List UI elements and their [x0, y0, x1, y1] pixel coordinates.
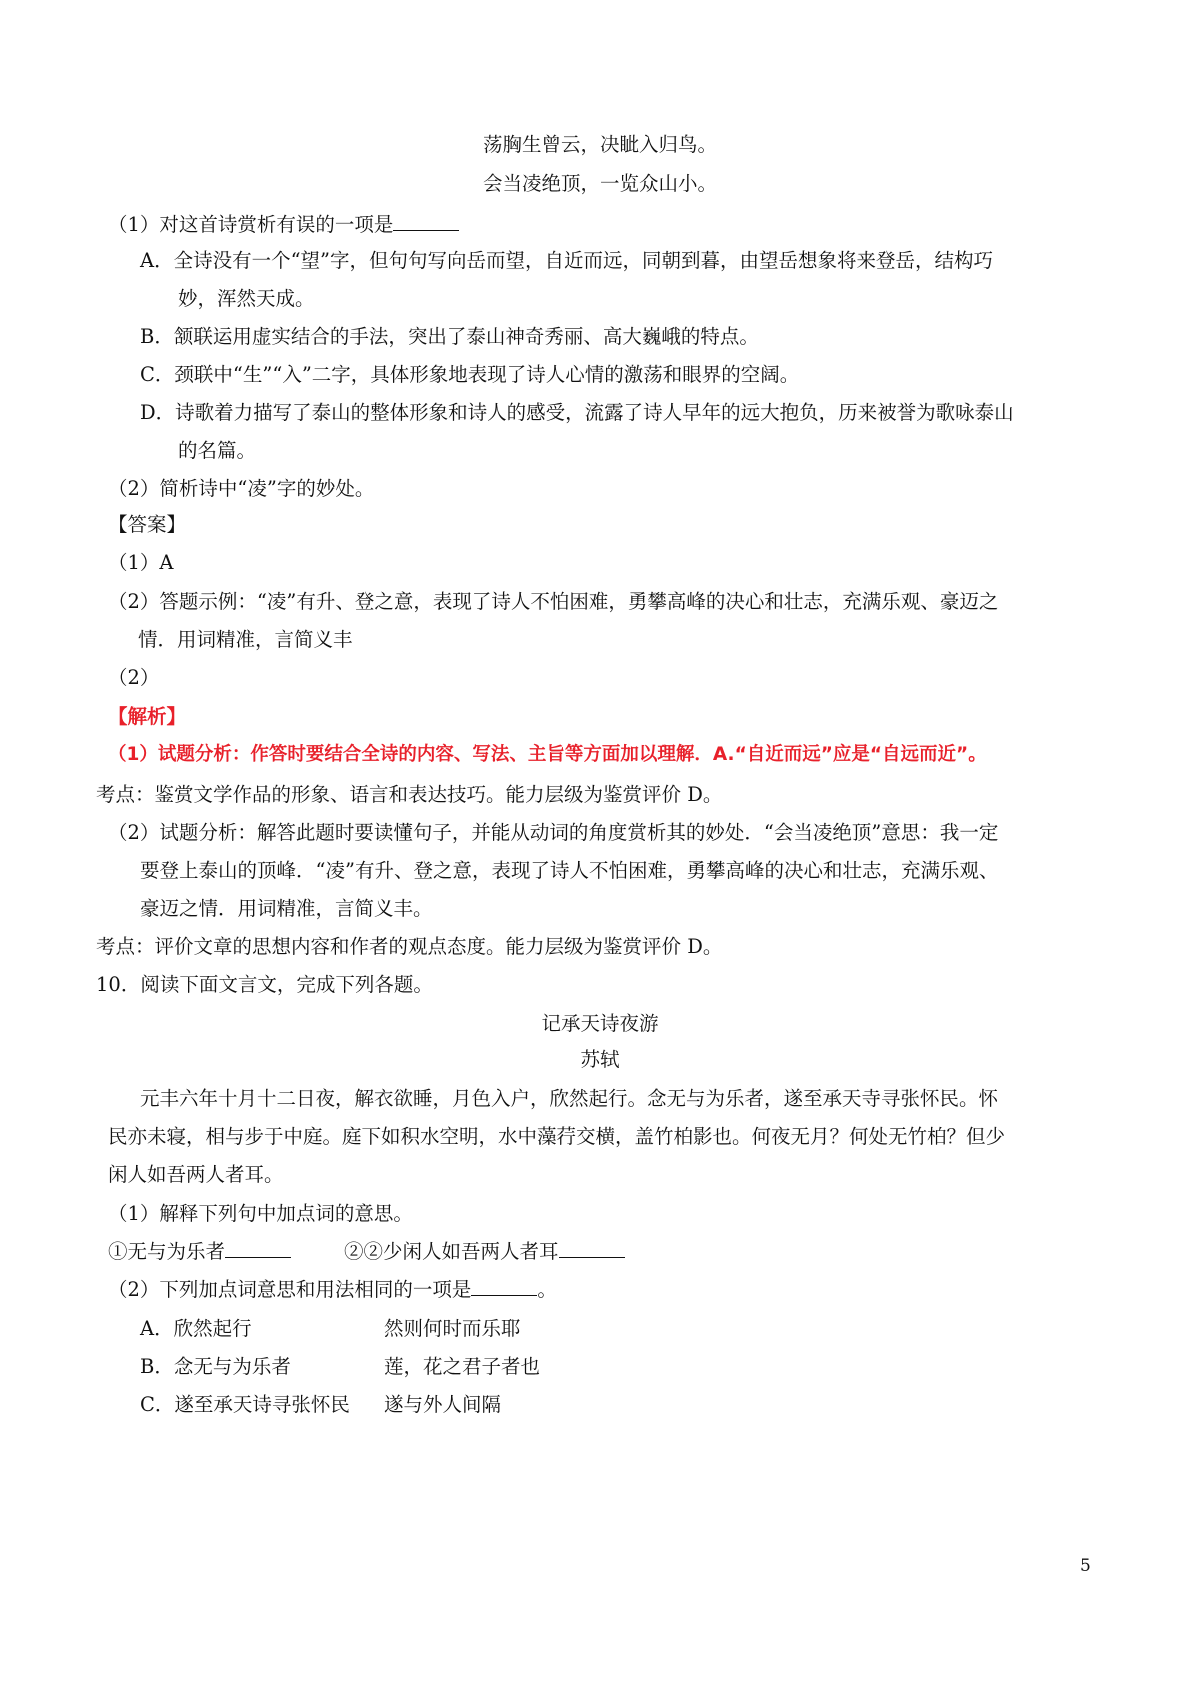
answer-blank	[225, 1239, 291, 1258]
analysis-2-line-1: （2）试题分析：解答此题时要读懂句子，并能从动词的角度赏析其的妙处．“会当凌绝顶”意思：我一定	[108, 821, 999, 844]
q1-option-c: C．颈联中“生”“入”二字，具体形象地表现了诗人心情的激荡和眼界的空阔。	[140, 363, 800, 386]
q10-option-c-left: C．遂至承天诗寻张怀民	[140, 1393, 350, 1416]
q10-sub2-stem-end: 。	[537, 1278, 557, 1301]
answer-blank	[559, 1239, 625, 1258]
q10-option-c-right: 遂与外人间隔	[384, 1393, 502, 1416]
q1-stem	[108, 212, 459, 238]
q10-sub1-item-a	[108, 1239, 291, 1265]
analysis-heading: 【解析】	[108, 705, 187, 728]
q10-sub1-item-b	[344, 1239, 625, 1265]
q1-option-a-line-1: A．全诗没有一个“望”字，但句句写向岳而望，自近而远，同朝到暮，由望岳想象将来登岳，结构巧	[140, 249, 994, 272]
q2-stem: （2）简析诗中“凌”字的妙处。	[108, 477, 375, 500]
analysis-2-line-2: 要登上泰山的顶峰．“凌”有升、登之意，表现了诗人不怕困难，勇攀高峰的决心和壮志，充满乐观、	[140, 859, 999, 882]
answer-1: （1）A	[108, 551, 174, 574]
q10-option-a-left: A．欣然起行	[140, 1317, 252, 1340]
passage-line-3: 闲人如吾两人者耳。	[108, 1163, 284, 1186]
answer-blank	[393, 212, 459, 231]
analysis-2-line-3: 豪迈之情．用词精准，言简义丰。	[140, 897, 433, 920]
answer-2-line-1: （2）答题示例：“凌”有升、登之意，表现了诗人不怕困难，勇攀高峰的决心和壮志，充满乐观、豪迈之	[108, 590, 999, 613]
answer-blank	[471, 1277, 537, 1296]
q1-option-d-line-1: D．诗歌着力描写了泰山的整体形象和诗人的感受，流露了诗人早年的远大抱负，历来被誉为歌咏泰山	[140, 401, 1014, 424]
analysis-key-point-1: 考点：鉴赏文学作品的形象、语言和表达技巧。能力层级为鉴赏评价 D。	[96, 783, 723, 806]
q10-sub1-stem: （1）解释下列句中加点词的意思。	[108, 1202, 413, 1225]
answer-2-line-2: 情．用词精准，言简义丰	[138, 628, 353, 651]
q1-option-b: B．颔联运用虚实结合的手法，突出了泰山神奇秀丽、高大巍峨的特点。	[140, 325, 759, 348]
q1-stem-text: （1）对这首诗赏析有误的一项是	[108, 213, 394, 236]
q10-sub2-stem-text: （2）下列加点词意思和用法相同的一项是	[108, 1278, 472, 1301]
passage-author: 苏轼	[580, 1048, 620, 1071]
q1-option-d-line-2: 的名篇。	[178, 439, 257, 462]
q10-option-b-left: B．念无与为乐者	[140, 1355, 291, 1378]
answer-3: （2）	[108, 666, 160, 689]
q10-sub1-item-b-text: ②②少闲人如吾两人者耳	[344, 1240, 559, 1263]
passage-line-1: 元丰六年十月十二日夜，解衣欲睡，月色入户，欣然起行。念无与为乐者，遂至承天寺寻张怀民。怀	[140, 1087, 999, 1110]
q10-sub1-item-a-text: ①无与为乐者	[108, 1240, 226, 1263]
analysis-1: （1）试题分析：作答时要结合全诗的内容、写法、主旨等方面加以理解．A.“自近而远”应是“自远而近”。	[108, 744, 987, 765]
q10-option-a-right: 然则何时而乐耶	[384, 1317, 521, 1340]
poem-line-1: 荡胸生曾云，决眦入归鸟。	[482, 133, 717, 156]
q1-option-a-line-2: 妙，浑然天成。	[178, 287, 315, 310]
page-number: 5	[1080, 1556, 1091, 1576]
passage-title: 记承天诗夜游	[541, 1012, 659, 1035]
q10-stem: 10．阅读下面文言文，完成下列各题。	[96, 973, 433, 996]
answer-heading: 【答案】	[108, 513, 187, 536]
poem-line-2: 会当凌绝顶，一览众山小。	[482, 172, 717, 195]
q10-sub2-stem	[108, 1277, 557, 1303]
passage-line-2: 民亦未寝，相与步于中庭。庭下如积水空明，水中藻荇交横，盖竹柏影也。何夜无月？何处无竹柏？但少	[108, 1125, 1006, 1148]
q10-option-b-right: 莲，花之君子者也	[384, 1355, 541, 1378]
analysis-key-point-2: 考点：评价文章的思想内容和作者的观点态度。能力层级为鉴赏评价 D。	[96, 935, 723, 958]
